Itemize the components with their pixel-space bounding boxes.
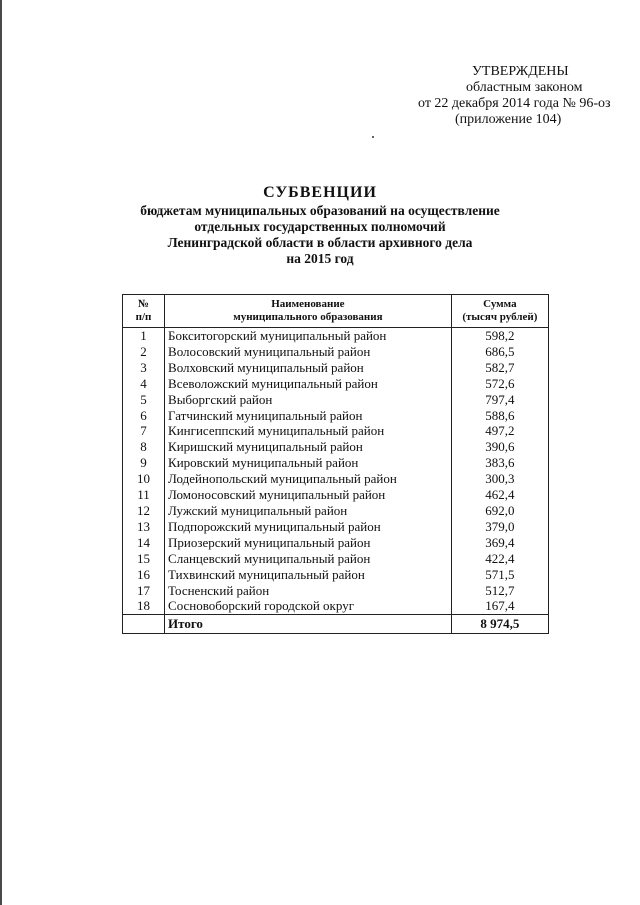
table-row <box>123 455 549 471</box>
row-sum: 383,6 <box>451 455 548 471</box>
total-sum: 8 974,5 <box>451 615 548 634</box>
row-sum: 369,4 <box>451 535 548 551</box>
row-sum: 572,6 <box>451 376 548 392</box>
row-name: Волосовский муниципальный район <box>165 344 452 360</box>
title-heading: СУБВЕНЦИИ <box>263 184 377 201</box>
row-number: 3 <box>123 360 165 376</box>
table-row <box>123 487 549 503</box>
scan-edge <box>0 0 2 905</box>
row-number: 9 <box>123 455 165 471</box>
row-name: Сосновоборский городской округ <box>165 598 452 614</box>
row-name: Лужский муниципальный район <box>165 503 452 519</box>
row-sum: 571,5 <box>451 567 548 583</box>
table-row <box>123 535 549 551</box>
subventions-table <box>122 294 549 634</box>
approval-line-1: УТВЕРЖДЕНЫ <box>472 64 569 79</box>
row-sum: 797,4 <box>451 392 548 408</box>
approval-line-4: (приложение 104) <box>455 112 562 127</box>
header-sum-line-1: Сумма <box>483 298 517 310</box>
table-row <box>123 503 549 519</box>
row-number: 16 <box>123 567 165 583</box>
row-sum: 497,2 <box>451 423 548 439</box>
row-name: Лодейнопольский муниципальный район <box>165 471 452 487</box>
table-row <box>123 471 549 487</box>
header-number <box>123 295 165 328</box>
row-number: 12 <box>123 503 165 519</box>
title-line-3: Ленинградской области в области архивного дела <box>167 235 473 250</box>
total-number-cell <box>123 615 165 634</box>
header-name-line-2: муниципального образования <box>233 311 383 323</box>
scan-speck <box>372 136 374 138</box>
row-name: Тосненский район <box>165 583 452 599</box>
header-sum-line-2: (тысяч рублей) <box>462 311 538 323</box>
table-row <box>123 551 549 567</box>
total-row <box>123 615 549 634</box>
row-name: Киришский муниципальный район <box>165 439 452 455</box>
row-number: 14 <box>123 535 165 551</box>
row-sum: 462,4 <box>451 487 548 503</box>
row-number: 13 <box>123 519 165 535</box>
row-number: 4 <box>123 376 165 392</box>
row-sum: 588,6 <box>451 408 548 424</box>
row-number: 18 <box>123 598 165 614</box>
row-number: 6 <box>123 408 165 424</box>
row-number: 7 <box>123 423 165 439</box>
header-number-line-1: № <box>137 298 150 310</box>
table-row <box>123 408 549 424</box>
table-row <box>123 583 549 599</box>
table-row <box>123 328 549 344</box>
approval-line-3: от 22 декабря 2014 года № 96-оз <box>418 96 611 111</box>
row-number: 1 <box>123 328 165 344</box>
table-row <box>123 360 549 376</box>
row-name: Кировский муниципальный район <box>165 455 452 471</box>
title-line-2: отдельных государственных полномочий <box>194 219 446 234</box>
title-line-4: на 2015 год <box>286 251 354 266</box>
table-row <box>123 376 549 392</box>
row-name: Тихвинский муниципальный район <box>165 567 452 583</box>
table-row <box>123 598 549 614</box>
row-number: 10 <box>123 471 165 487</box>
table-row <box>123 392 549 408</box>
approval-line-2: областным законом <box>466 80 583 95</box>
row-sum: 167,4 <box>451 598 548 614</box>
row-sum: 512,7 <box>451 583 548 599</box>
row-sum: 422,4 <box>451 551 548 567</box>
row-sum: 379,0 <box>451 519 548 535</box>
row-name: Гатчинский муниципальный район <box>165 408 452 424</box>
row-number: 17 <box>123 583 165 599</box>
row-name: Всеволожский муниципальный район <box>165 376 452 392</box>
total-label: Итого <box>165 615 452 634</box>
table-row <box>123 423 549 439</box>
row-name: Ломоносовский муниципальный район <box>165 487 452 503</box>
row-sum: 692,0 <box>451 503 548 519</box>
table-row <box>123 344 549 360</box>
title-line-1: бюджетам муниципальных образований на осуществление <box>140 203 500 218</box>
row-name: Волховский муниципальный район <box>165 360 452 376</box>
row-sum: 300,3 <box>451 471 548 487</box>
row-name: Сланцевский муниципальный район <box>165 551 452 567</box>
header-number-line-2: п/п <box>135 311 152 323</box>
row-number: 11 <box>123 487 165 503</box>
row-sum: 582,7 <box>451 360 548 376</box>
document-title <box>0 183 640 267</box>
row-number: 15 <box>123 551 165 567</box>
table-row <box>123 519 549 535</box>
header-sum <box>451 295 548 328</box>
row-name: Приозерский муниципальный район <box>165 535 452 551</box>
row-name: Кингисеппский муниципальный район <box>165 423 452 439</box>
row-sum: 686,5 <box>451 344 548 360</box>
row-name: Выборгский район <box>165 392 452 408</box>
table-row <box>123 439 549 455</box>
table-body <box>123 328 549 615</box>
row-sum: 598,2 <box>451 328 548 344</box>
table-header-row <box>123 295 549 328</box>
row-name: Подпорожский муниципальный район <box>165 519 452 535</box>
row-name: Бокситогорский муниципальный район <box>165 328 452 344</box>
row-number: 2 <box>123 344 165 360</box>
row-number: 5 <box>123 392 165 408</box>
table-row <box>123 567 549 583</box>
row-number: 8 <box>123 439 165 455</box>
header-name <box>165 295 452 328</box>
row-sum: 390,6 <box>451 439 548 455</box>
header-name-line-1: Наименование <box>271 298 345 310</box>
